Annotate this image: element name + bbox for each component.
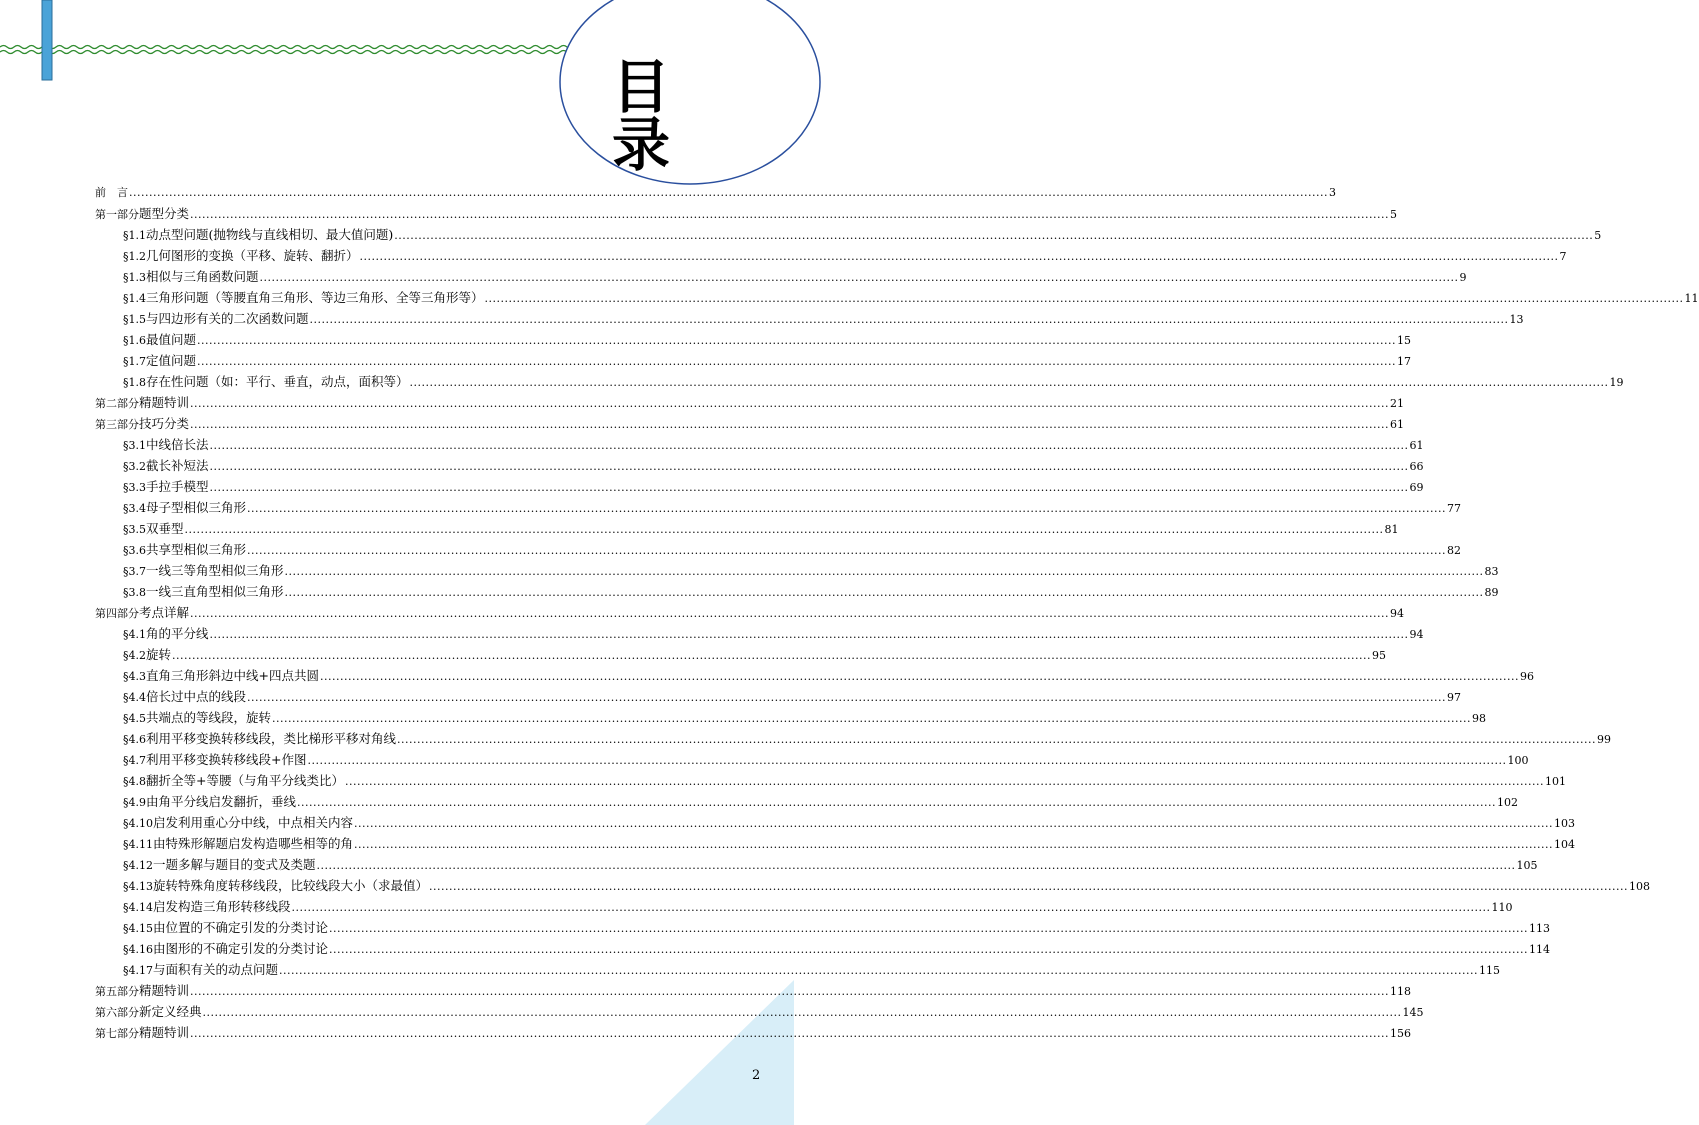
toc-entry-title: 利用平移变换转移线段+作图 [146,752,307,767]
toc-entry-number: §4.10 [123,817,153,830]
toc-entry[interactable] [95,266,1467,287]
toc-entry-number: 前 言 [95,186,128,199]
toc-entry-number: §3.1 [123,439,146,452]
toc-entry-title: 由位置的不确定引发的分类讨论 [153,920,329,935]
toc-entry-page: 110 [1491,901,1513,914]
toc-entry-number: §1.5 [123,313,146,326]
dot-leader: ............................................................................................................................................................................................................................................................................................................ [247,691,1446,704]
toc-entry[interactable] [95,896,1513,917]
wave-border [0,46,602,54]
toc-entry-title: 与面积有关的动点问题 [153,962,279,977]
dot-leader: ............................................................................................................................................................................................................................................................................................................ [284,586,1484,599]
toc-entry-title: 由特殊形解题启发构造哪些相等的角 [153,836,354,851]
dot-leader: ............................................................................................................................................................................................................................................................................................................ [284,565,1484,578]
toc-entry-page: 103 [1554,817,1575,830]
dot-leader: ............................................................................................................................................................................................................................................................................................................ [247,502,1446,515]
toc-entry-number: §1.8 [123,376,146,389]
dot-leader: ............................................................................................................................................................................................................................................................................................................ [190,208,1389,221]
toc-entry-number: 第四部分 [95,607,139,620]
toc-entry-page: 113 [1529,922,1550,935]
toc-entry-title: 最值问题 [146,332,197,347]
toc-entry-page: 82 [1447,544,1461,557]
toc-entry-number: §4.11 [123,838,153,851]
toc-entry-page: 97 [1447,691,1461,704]
toc-entry[interactable] [95,602,1404,623]
toc-entry-number: §4.17 [123,964,153,977]
dot-leader: ............................................................................................................................................................................................................................................................................................................ [279,964,1478,977]
dot-leader: ............................................................................................................................................................................................................................................................................................................ [309,313,1509,326]
toc-entry-number: §4.12 [123,859,153,872]
toc-entry[interactable] [95,854,1538,875]
toc-entry-number: §3.7 [123,565,146,578]
toc-entry[interactable] [95,371,1624,392]
toc-entry[interactable] [95,245,1567,266]
toc-entry-title: 精题特训 [139,983,190,998]
page-number: 2 [752,1068,761,1083]
toc-entry-number: §1.7 [123,355,146,368]
toc-entry[interactable] [95,770,1566,791]
dot-leader: ............................................................................................................................................................................................................................................................................................................ [272,712,1471,725]
toc-entry-title: 存在性问题（如：平行、垂直，动点，面积等） [146,374,409,389]
dot-leader: ............................................................................................................................................................................................................................................................................................................ [190,607,1389,620]
toc-entry-page: 81 [1384,523,1399,536]
dot-leader: ............................................................................................................................................................................................................................................................................................................ [209,481,1409,494]
toc-entry-page: 94 [1409,628,1424,641]
toc-entry-page: 15 [1397,334,1411,347]
dot-leader: ............................................................................................................................................................................................................................................................................................................ [291,901,1491,914]
toc-entry[interactable] [95,623,1424,644]
toc-entry[interactable] [95,224,1602,245]
toc-entry-number: §1.3 [123,271,146,284]
toc-entry-page: 13 [1509,313,1524,326]
dot-leader: ............................................................................................................................................................................................................................................................................................................ [344,775,1544,788]
toc-entry-page: 3 [1328,186,1336,199]
toc-entry[interactable] [95,665,1534,686]
page-title: 目 录 [612,53,693,179]
dot-leader: ............................................................................................................................................................................................................................................................................................................ [429,880,1628,893]
toc-entry-title: 定值问题 [146,353,197,368]
toc-entry-page: 61 [1409,439,1424,452]
dot-leader: ............................................................................................................................................................................................................................................................................................................ [354,817,1553,830]
toc-entry-title: 精题特训 [139,1025,190,1040]
dot-leader: ............................................................................................................................................................................................................................................................................................................ [297,796,1496,809]
toc-entry-title: 技巧分类 [139,416,190,431]
toc-entry[interactable] [95,539,1461,560]
toc-entry-number: §1.1 [123,229,146,242]
dot-leader: ............................................................................................................................................................................................................................................................................................................ [394,229,1594,242]
toc-entry-page: 17 [1397,355,1411,368]
toc-entry-page: 115 [1479,964,1500,977]
toc-entry-title: 三角形问题（等腰直角三角形、等边三角形、全等三角形等） [146,290,484,305]
toc-entry-number: 第一部分 [95,208,139,221]
toc-entry-number: 第五部分 [95,985,139,998]
toc-entry[interactable] [95,329,1411,350]
toc-entry-title: 母子型相似三角形 [146,500,247,515]
toc-entry-page: 96 [1519,670,1534,683]
toc-entry-title: 角的平分线 [146,626,209,641]
toc-entry[interactable] [95,791,1518,812]
toc-entry[interactable] [95,812,1575,833]
toc-entry-title: 中线倍长法 [146,437,209,452]
toc-entry-number: 第二部分 [95,397,139,410]
toc-entry-title: 一线三直角型相似三角形 [146,584,284,599]
toc-entry[interactable] [95,581,1499,602]
toc-entry[interactable] [95,1001,1424,1022]
toc-entry-number: §4.15 [123,922,153,935]
toc-entry[interactable] [95,917,1550,938]
toc-entry[interactable] [95,203,1397,224]
dot-leader: ............................................................................................................................................................................................................................................................................................................ [354,838,1553,851]
toc-entry-number: §3.8 [123,586,146,599]
toc-entry-title: 一题多解与题目的变式及类题 [153,857,316,872]
toc-entry[interactable] [95,497,1461,518]
toc-entry-title: 几何图形的变换（平移、旋转、翻折） [146,248,359,263]
dot-leader: ............................................................................................................................................................................................................................................................................................................ [329,943,1528,956]
toc-entry-title: 利用平移变换转移线段，类比梯形平移对角线 [146,731,397,746]
dot-leader: ............................................................................................................................................................................................................................................................................................................ [172,649,1371,662]
toc-entry[interactable] [95,980,1411,1001]
toc-entry-number: §4.1 [123,628,146,641]
toc-entry-number: §4.5 [123,712,146,725]
toc-entry-page: 100 [1507,754,1529,767]
blue-ribbon [42,0,52,80]
toc-entry-page: 99 [1597,733,1611,746]
dot-leader: ............................................................................................................................................................................................................................................................................................................ [190,397,1389,410]
dot-leader: ............................................................................................................................................................................................................................................................................................................ [247,544,1446,557]
toc-entry-page: 19 [1609,376,1624,389]
dot-leader: ............................................................................................................................................................................................................................................................................................................ [190,985,1389,998]
toc-entry-title: 由图形的不确定引发的分类讨论 [153,941,329,956]
toc-entry-title: 双垂型 [146,521,184,536]
toc-entry-page: 11 [1684,292,1699,305]
toc-entry[interactable] [95,287,1699,308]
dot-leader: ............................................................................................................................................................................................................................................................................................................ [190,1027,1389,1040]
toc-entry-title: 共端点的等线段，旋转 [146,710,272,725]
dot-leader: ............................................................................................................................................................................................................................................................................................................ [259,271,1459,284]
toc-entry[interactable] [95,833,1575,854]
dot-leader: ............................................................................................................................................................................................................................................................................................................ [202,1006,1402,1019]
toc-entry-number: §4.2 [123,649,146,662]
toc-entry-page: 102 [1497,796,1518,809]
toc-entry-page: 69 [1409,481,1424,494]
toc-entry[interactable] [95,308,1524,329]
toc-entry-page: 104 [1554,838,1575,851]
toc-entry-number: §3.5 [123,523,146,536]
dot-leader: ............................................................................................................................................................................................................................................................................................................ [190,418,1389,431]
toc-entry-title: 启发构造三角形转移线段 [153,899,291,914]
toc-entry-title: 截长补短法 [146,458,209,473]
toc-entry-page: 9 [1459,271,1467,284]
toc-entry[interactable] [95,938,1550,959]
toc-entry-page: 118 [1390,985,1411,998]
toc-entry-number: §1.2 [123,250,146,263]
toc-entry-title: 与四边形有关的二次函数问题 [146,311,309,326]
toc-entry-page: 66 [1409,460,1424,473]
toc-entry[interactable] [95,350,1411,371]
toc-entry-number: §4.7 [123,754,146,767]
toc-entry-number: §3.4 [123,502,146,515]
toc-entry-title: 共享型相似三角形 [146,542,247,557]
toc-entry-number: §4.13 [123,880,153,893]
toc-entry-page: 21 [1390,397,1404,410]
toc-entry-page: 7 [1559,250,1567,263]
toc-entry-page: 108 [1629,880,1650,893]
toc-entry-page: 105 [1516,859,1538,872]
dot-leader: ............................................................................................................................................................................................................................................................................................................ [197,355,1396,368]
toc-entry[interactable] [95,413,1404,434]
toc-entry[interactable] [95,434,1424,455]
toc-entry[interactable] [95,686,1461,707]
toc-entry-title: 倍长过中点的线段 [146,689,247,704]
toc-entry-title: 手拉手模型 [146,479,209,494]
dot-leader: ............................................................................................................................................................................................................................................................................................................ [209,628,1409,641]
toc-entry-title: 新定义经典 [139,1004,202,1019]
toc-entry-title: 由角平分线启发翻折，垂线 [146,794,297,809]
toc-entry[interactable] [95,644,1386,665]
toc-entry-number: 第六部分 [95,1006,139,1019]
toc-entry-page: 77 [1447,502,1461,515]
toc-entry-page: 83 [1484,565,1499,578]
toc-entry-number: §4.3 [123,670,146,683]
toc-entry[interactable] [95,455,1424,476]
dot-leader: ............................................................................................................................................................................................................................................................................................................ [359,250,1559,263]
toc-entry-number: §1.4 [123,292,146,305]
toc-entry-number: §4.9 [123,796,146,809]
dot-leader: ............................................................................................................................................................................................................................................................................................................ [197,334,1396,347]
toc-entry-title: 启发利用重心分中线，中点相关内容 [153,815,354,830]
toc-entry-page: 114 [1529,943,1550,956]
toc-entry-number: §4.6 [123,733,146,746]
toc-entry-page: 61 [1390,418,1404,431]
toc-entry[interactable] [95,959,1500,980]
toc-entry-page: 5 [1390,208,1397,221]
toc-entry-number: §4.14 [123,901,153,914]
toc-entry-number: 第三部分 [95,418,139,431]
toc-entry[interactable] [95,182,1336,203]
toc-entry-page: 5 [1594,229,1602,242]
toc-entry[interactable] [95,560,1499,581]
toc-entry[interactable] [95,518,1399,539]
dot-leader: ............................................................................................................................................................................................................................................................................................................ [319,670,1519,683]
toc-entry[interactable] [95,707,1486,728]
toc-entry-title: 一线三等角型相似三角形 [146,563,284,578]
dot-leader: ............................................................................................................................................................................................................................................................................................................ [484,292,1684,305]
dot-leader: ............................................................................................................................................................................................................................................................................................................ [209,460,1409,473]
toc-entry-page: 145 [1402,1006,1424,1019]
dot-leader: ............................................................................................................................................................................................................................................................................................................ [329,922,1528,935]
toc-entry[interactable] [95,749,1529,770]
toc-entry-number: §3.3 [123,481,146,494]
toc-entry-number: 第七部分 [95,1027,139,1040]
toc-entry-number: §4.4 [123,691,146,704]
toc-entry-title: 动点型问题(抛物线与直线相切、最大值问题) [146,227,394,242]
toc-entry-number: §3.6 [123,544,146,557]
toc-entry-title: 相似与三角函数问题 [146,269,259,284]
toc-entry-title: 精题特训 [139,395,190,410]
toc-entry-number: §4.8 [123,775,146,788]
dot-leader: ............................................................................................................................................................................................................................................................................................................ [209,439,1409,452]
toc-entry-number: §4.16 [123,943,153,956]
dot-leader: ............................................................................................................................................................................................................................................................................................................ [184,523,1384,536]
toc-entry-number: §1.6 [123,334,146,347]
toc-entry[interactable] [95,392,1404,413]
dot-leader: ............................................................................................................................................................................................................................................................................................................ [307,754,1507,767]
dot-leader: ............................................................................................................................................................................................................................................................................................................ [316,859,1516,872]
toc-entry-title: 考点详解 [139,605,190,620]
toc-entry-number: §3.2 [123,460,146,473]
toc-entry-page: 101 [1544,775,1566,788]
toc-entry-title: 直角三角形斜边中线+四点共圆 [146,668,319,683]
toc-entry-title: 旋转特殊角度转移线段，比较线段大小（求最值） [153,878,429,893]
toc-entry-page: 89 [1484,586,1499,599]
toc-entry-page: 95 [1372,649,1386,662]
table-of-contents [95,182,1699,1043]
dot-leader: ............................................................................................................................................................................................................................................................................................................ [409,376,1609,389]
toc-entry-page: 98 [1472,712,1486,725]
toc-entry[interactable] [95,875,1650,896]
toc-entry-page: 94 [1390,607,1404,620]
toc-entry-title: 翻折全等+等腰（与角平分线类比） [146,773,344,788]
toc-entry[interactable] [95,476,1424,497]
dot-leader: ............................................................................................................................................................................................................................................................................................................ [397,733,1596,746]
toc-entry-title: 旋转 [146,647,172,662]
toc-entry-page: 156 [1390,1027,1411,1040]
toc-entry-title: 题型分类 [139,206,190,221]
dot-leader: ............................................................................................................................................................................................................................................................................................................ [129,186,1328,199]
toc-entry[interactable] [95,728,1611,749]
toc-entry[interactable] [95,1022,1411,1043]
